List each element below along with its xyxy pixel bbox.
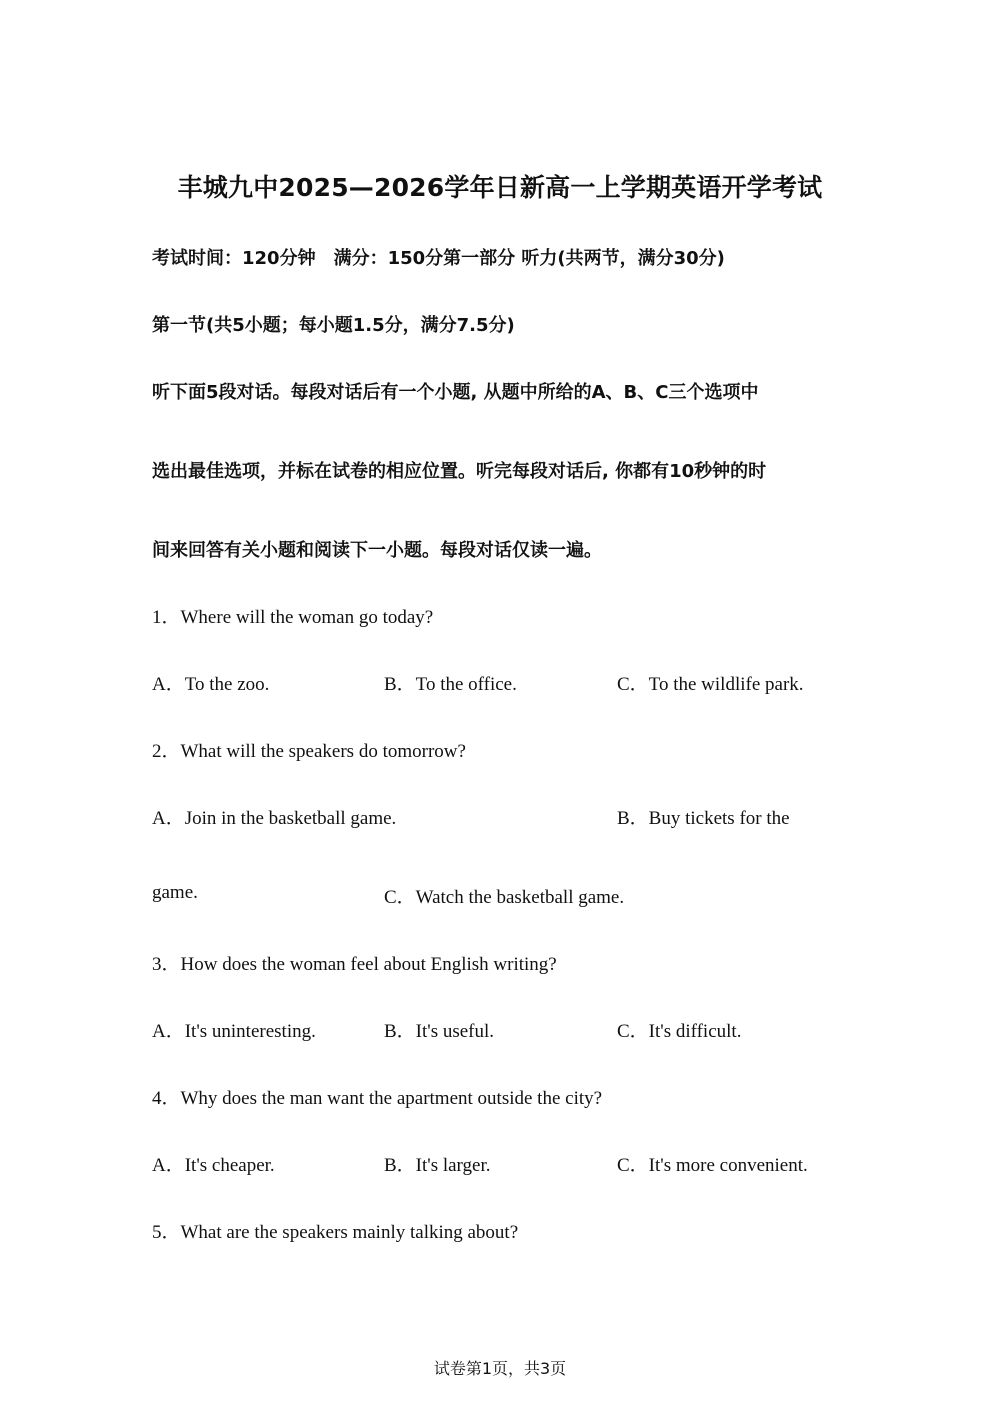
question-5-stem: 5．What are the speakers mainly talking about? [152,1222,519,1243]
exam-info: 考试时间：120分钟 满分：150分第一部分 听力(共两节，满分30分) [152,248,725,269]
page-footer: 试卷第1页，共3页 [433,1359,567,1378]
question-3-option-c: C．It's difficult. [617,1021,742,1042]
section-header: 第一节(共5小题；每小题1.5分，满分7.5分) [152,315,515,336]
instruction-line-1: 听下面5段对话。每段对话后有一个小题, 从题中所给的A、B、C三个选项中 [152,382,759,403]
question-2-option-b-continued: game. [152,882,198,903]
question-3-stem: 3．How does the woman feel about English writing? [152,954,557,975]
question-2-option-c: C．Watch the basketball game. [384,887,625,908]
question-4-option-a: A．It's cheaper. [152,1155,275,1176]
question-2-stem: 2．What will the speakers do tomorrow? [152,741,466,762]
question-3-option-b: B．It's useful. [384,1021,495,1042]
question-2-option-b: B．Buy tickets for the [617,808,790,829]
question-4-stem: 4．Why does the man want the apartment outside the city? [152,1088,603,1109]
question-1-option-a: A．To the zoo. [152,674,270,695]
instruction-line-3: 间来回答有关小题和阅读下一小题。每段对话仅读一遍。 [152,540,602,561]
exam-title: 丰城九中2025—2026学年日新高一上学期英语开学考试 [177,173,823,202]
question-1-option-c: C．To the wildlife park. [617,674,804,695]
question-4-option-c: C．It's more convenient. [617,1155,808,1176]
question-1-stem: 1．Where will the woman go today? [152,607,434,628]
instruction-line-2: 选出最佳选项，并标在试卷的相应位置。听完每段对话后, 你都有10秒钟的时 [152,461,767,482]
question-4-option-b: B．It's larger. [384,1155,491,1176]
question-3-option-a: A．It's uninteresting. [152,1021,316,1042]
question-1-option-b: B．To the office. [384,674,517,695]
question-2-option-a: A．Join in the basketball game. [152,808,397,829]
